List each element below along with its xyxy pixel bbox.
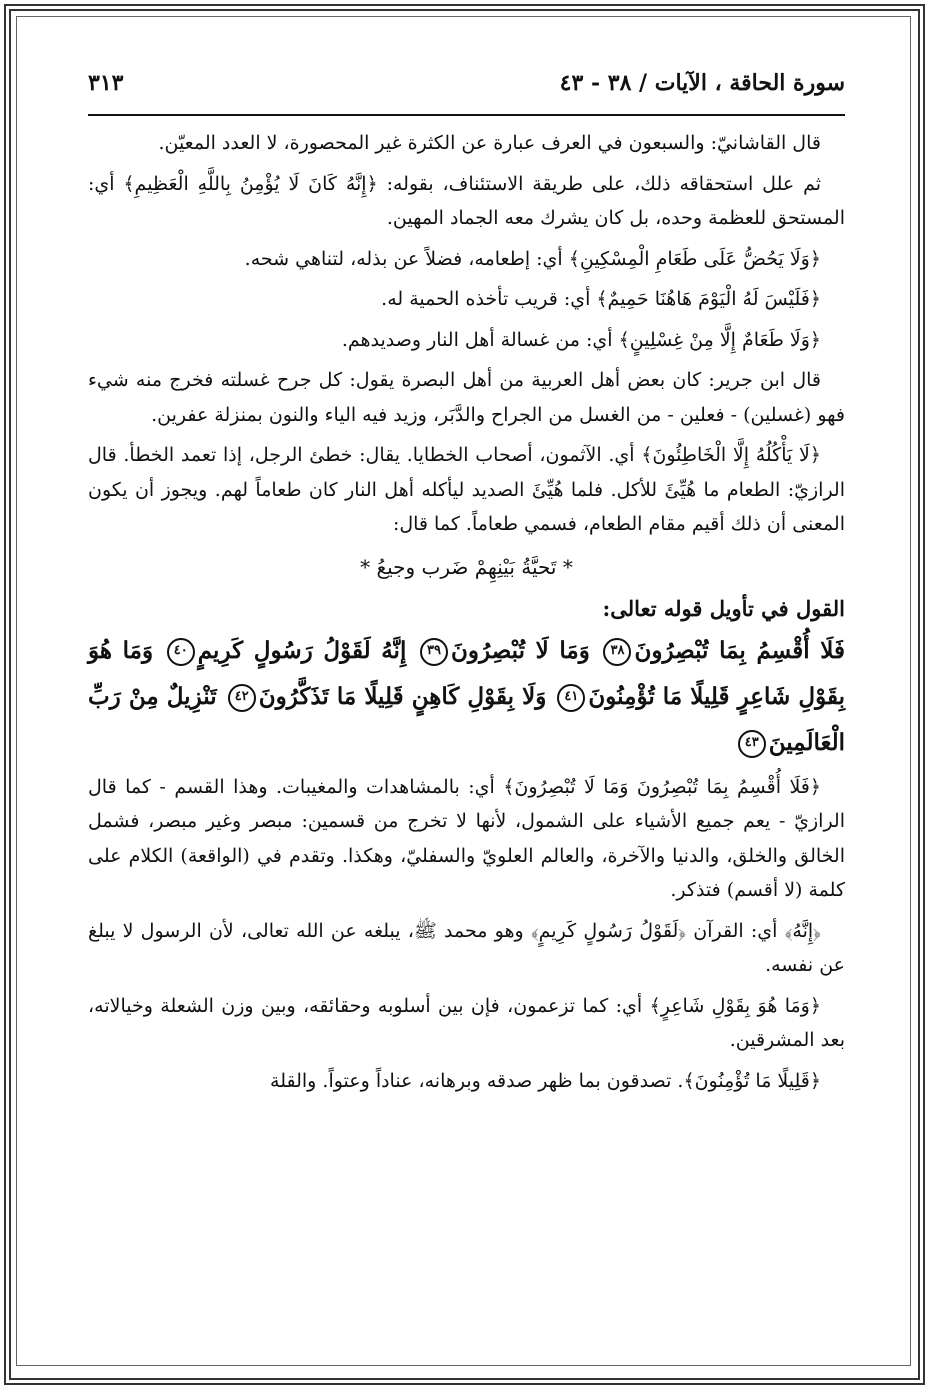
header-title: سورة الحاقة ، الآيات / ٣٨ - ٤٣ [559,70,845,96]
paragraph: ﴿وَلَا يَحُضُّ عَلَى طَعَامِ الْمِسْكِينِ﴾ أي: إطعامه، فضلاً عن بذله، لتناهي شحه. [244,247,821,270]
verse-text: إِنَّهُ لَقَوْلُ رَسُولٍ كَرِيمٍ [197,636,407,664]
header-rule [88,114,845,116]
poetry-verse: * تَحيَّةُ بَيْنِهِمْ ضَرب وجيعُ * [360,554,573,579]
verse-text: تَنْزِيلٌ مِنْ رَبِّ الْعَالَمِينَ [88,682,845,756]
page-content [88,70,845,1104]
verse-number: ٣٩ [420,638,448,666]
verse-text: وَلَا بِقَوْلِ كَاهِنٍ قَلِيلًا مَا تَذَكَّرُونَ [258,682,547,710]
verse-text: وَمَا هُوَ بِقَوْلِ شَاعِرٍ قَلِيلًا مَا تُؤْمِنُونَ [88,636,845,710]
paragraph: ﴿وَلَا طَعَامٌ إِلَّا مِنْ غِسْلِينٍ﴾ أي: من غسالة أهل النار وصديدهم. [341,328,821,351]
paragraph: ﴿قَلِيلًا مَا تُؤْمِنُونَ﴾. تصدقون بما ظهر صدقه وبرهانه، عناداً وعتواً. والقلة [270,1069,821,1092]
verse-number: ٤٠ [167,638,195,666]
verse-number: ٣٨ [603,638,631,666]
page-number: ٣١٣ [88,70,124,96]
verse-number: ٤٢ [228,684,256,712]
section-title: القول في تأويل قوله تعالى: [602,595,845,621]
verse-number: ٤٣ [738,730,766,758]
paragraph: ﴿فَلَيْسَ لَهُ الْيَوْمَ هَاهُنَا حَمِيمٌ﴾ أي: قريب تأخذه الحمية له. [381,288,821,310]
paragraph: قال القاشانيّ: والسبعون في العرف عبارة عن الكثرة غير المحصورة، لا العدد المعيّن. [158,132,821,154]
quran-verses [88,628,845,766]
verse-number: ٤١ [557,684,585,712]
paragraph: قال ابن جرير: كان بعض أهل العربية من أهل البصرة يقول: كل جرح غسلته فخرج منه شيء فهو (غسلين) - فعلين - من الغسل من الجراح والدَّبَر، وزيد فيه الياء والنون بمنزلة عفرين. [88,369,845,426]
paragraph: ﴿إِنَّهُ﴾ أي: القرآن ﴿لَقَوْلُ رَسُولٍ كَرِيمٍ﴾ وهو محمد ﷺ، يبلغه عن الله تعالى، لأن الرسول لا يبلغ عن نفسه. [88,919,845,976]
paragraph: ﴿لَا يَأْكُلُهُ إِلَّا الْخَاطِئُونَ﴾ أي. الآثمون، أصحاب الخطايا. يقال: خطئ الرجل، إذا تعمد الخطأ. قال الرازيّ: الطعام ما هُيِّئَ للأكل. فلما هُيِّئَ الصديد ليأكله أهل النار كان طعاماً لهم. ويجوز أن يكون المعنى أن ذلك أقيم مقام الطعام، فسمي طعاماً. كما قال: [88,444,845,535]
paragraph: ﴿وَمَا هُوَ بِقَوْلِ شَاعِرٍ﴾ أي: كما تزعمون، فإن بين أسلوبه وحقائقه، وبين وزن الشعلة وخيالاته، بعد المشرقين. [88,994,845,1051]
verse-text: وَمَا لَا تُبْصِرُونَ [451,636,590,664]
verse-text: فَلَا أُقْسِمُ بِمَا تُبْصِرُونَ [634,636,846,664]
page-header [88,70,845,110]
paragraph: ثم علل استحقاقه ذلك، على طريقة الاستئناف، بقوله: ﴿إِنَّهُ كَانَ لَا يُؤْمِنُ بِاللَّهِ الْعَظِيمِ﴾ أي: المستحق للعظمة وحده، بل كان يشرك معه الجماد المهين. [88,172,845,229]
paragraph: ﴿فَلَا أُقْسِمُ بِمَا تُبْصِرُونَ وَمَا لَا تُبْصِرُونَ﴾ أي: بالمشاهدات والمغيبات. وهذا القسم - كما قال الرازيّ - يعم جميع الأشياء على الشمول، لأنها لا تخرج من قسمين: مبصر وغير مبصر، فشمل الخالق والخلق، والدنيا والآخرة، والعالم العلويّ والسفليّ، وهكذا. وتقدم في (الواقعة) الكلام على كلمة (لا أقسم) فتذكر. [88,775,845,901]
